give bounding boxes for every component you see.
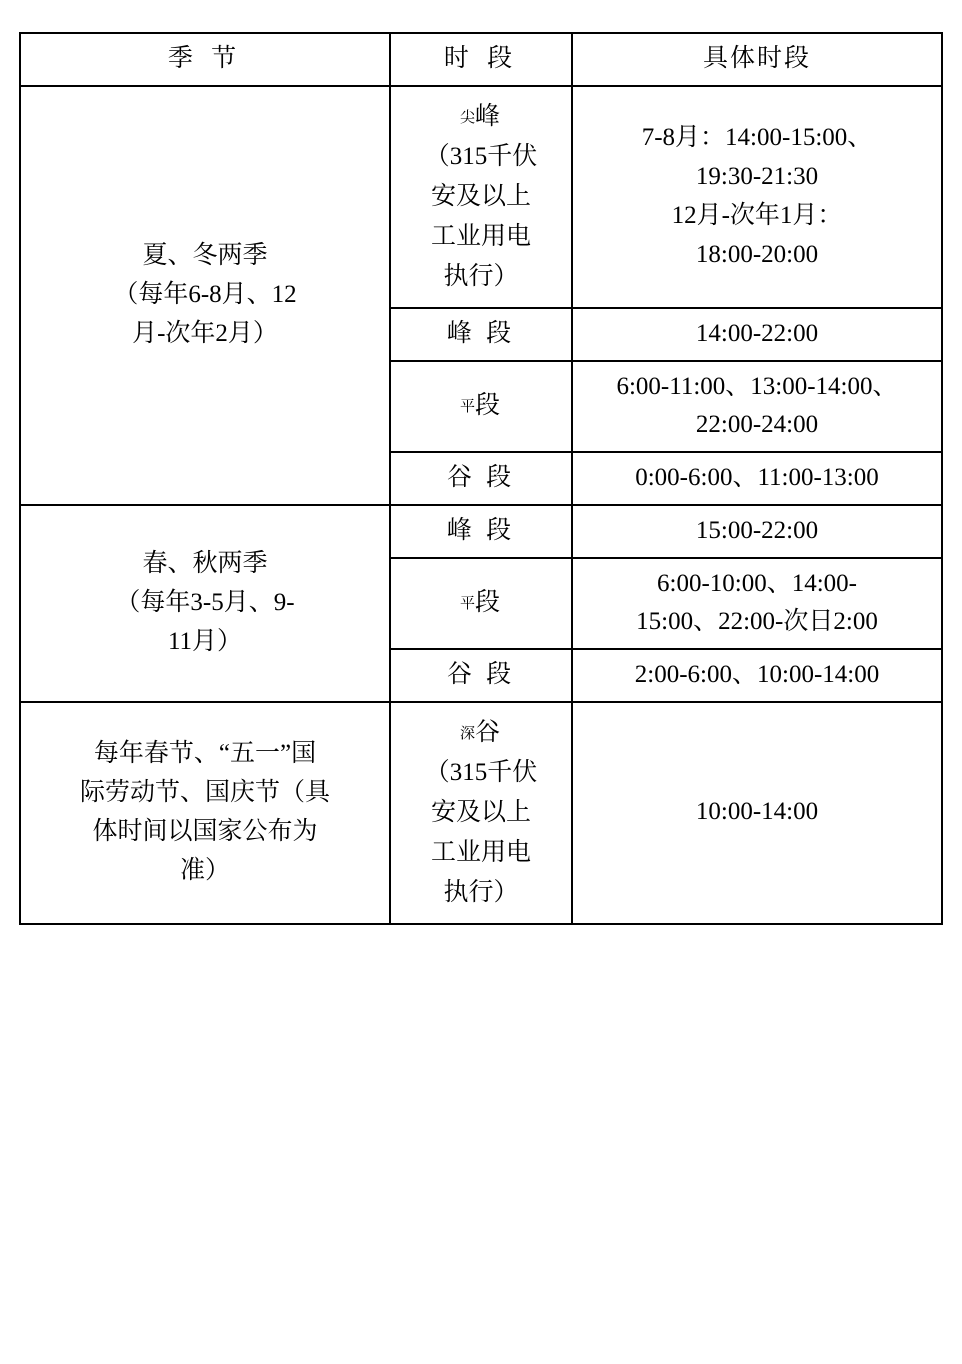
detail-line: 19:30-21:30 [695,163,819,190]
time-of-use-table [19,32,943,925]
period-cell-valley: 谷 段 [390,452,572,505]
period-superscript: 平 [459,398,475,415]
detail-line: 22:00-24:00 [695,411,819,439]
detail-line: 18:00-20:00 [695,240,819,268]
period-superscript: 深 [459,725,475,742]
season-line: （每年3-5月、9- [115,588,295,616]
detail-line: 7-8月：14:00-15:00、 [641,124,873,152]
season-line: 体时间以国家公布为 [92,817,318,845]
period-cell-deep-valley [390,702,572,924]
detail-line: 15:00、22:00-次日2:00 [636,608,878,636]
period-cell-sharp-peak [390,86,572,308]
period-cell-peak: 峰 段 [390,505,572,558]
period-note-line: （315千伏 [424,758,538,786]
period-cell-peak: 峰 段 [390,308,572,361]
period-cell-flat [390,558,572,650]
period-note-line: 工业用电 [430,222,531,250]
period-cell-flat [390,361,572,453]
detail-line: 6:00-11:00、13:00-14:00、 [616,372,898,400]
season-line: 11月） [167,627,243,655]
detail-cell-flat [572,558,942,650]
table-row [20,505,942,558]
period-name: 段 [475,588,503,616]
period-name: 谷 [475,718,503,746]
season-line: 际劳动节、国庆节（具 [79,779,330,806]
period-note-line: （315千伏 [424,142,538,170]
table-header-row [20,33,942,86]
detail-cell-flat [572,361,942,453]
detail-cell-peak: 14:00-22:00 [572,308,942,361]
period-superscript: 尖 [459,109,475,126]
season-line: （每年6-8月、12 [113,280,297,308]
season-line: 月-次年2月） [132,319,278,347]
detail-cell-valley: 2:00-6:00、10:00-14:00 [572,649,942,702]
detail-cell-deep-valley: 10:00-14:00 [572,702,942,924]
detail-line: 12月-次年1月： [671,201,843,229]
period-note-line: 执行） [443,262,519,290]
detail-line: 6:00-10:00、14:00- [657,569,857,597]
detail-cell-sharp-peak [572,86,942,308]
period-name: 峰 [475,102,503,130]
season-line: 准） [179,856,230,884]
period-superscript: 平 [459,595,475,612]
season-cell-spring-autumn [20,505,390,702]
table-row [20,86,942,308]
period-note-line: 安及以上 [430,798,531,826]
period-title [395,97,567,137]
season-cell-holidays [20,702,390,924]
detail-cell-peak: 15:00-22:00 [572,505,942,558]
season-cell-summer-winter [20,86,390,505]
season-line: 春、秋两季 [142,550,268,578]
header-period: 时 段 [390,33,572,86]
table-row [20,702,942,924]
period-note-line: 工业用电 [430,838,531,866]
detail-cell-valley: 0:00-6:00、11:00-13:00 [572,452,942,505]
season-line: 夏、冬两季 [142,242,268,270]
table-caption [0,0,962,32]
period-name: 段 [475,391,503,419]
period-title [395,713,567,753]
period-note-line: 安及以上 [430,182,531,210]
season-line: 每年春节、“五一”国 [93,740,317,768]
period-note-line: 执行） [443,878,519,906]
header-season: 季 节 [20,33,390,86]
header-detail: 具体时段 [572,33,942,86]
period-cell-valley: 谷 段 [390,649,572,702]
